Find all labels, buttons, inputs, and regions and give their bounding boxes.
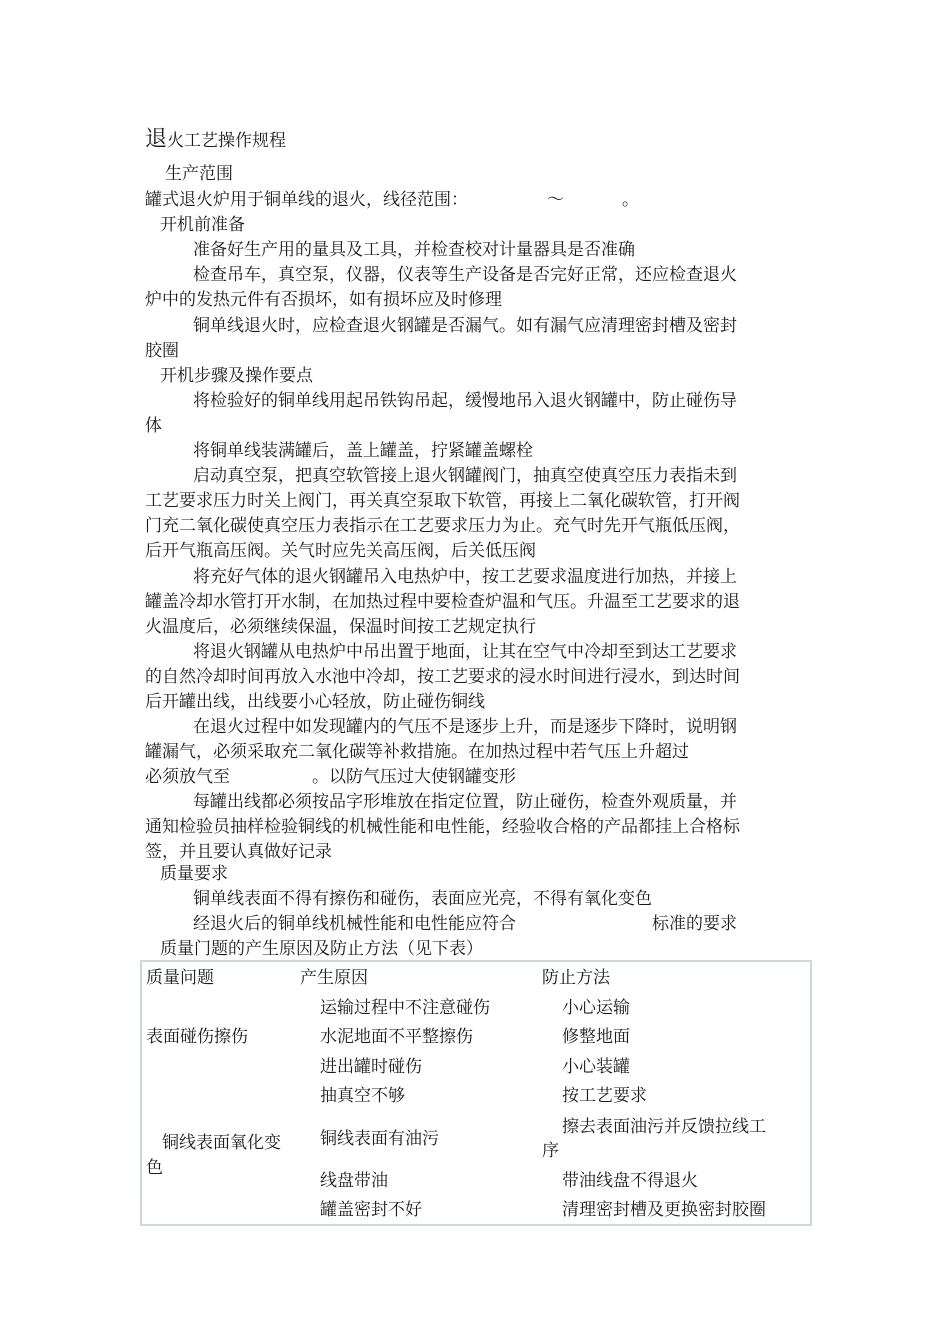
scope-tilde: ～ <box>547 190 564 210</box>
step-f-3b: 。以防气压过大使钢罐变形 <box>312 767 516 787</box>
table-fix: 小心装罐 <box>562 1057 630 1077</box>
title-first-char: 退 <box>145 127 168 152</box>
step-g-3: 签，并且要认真做好记录 <box>145 842 332 862</box>
table-fix: 修整地面 <box>562 1027 630 1047</box>
step-d-2: 罐盖冷却水管打开水制，在加热过程中要检查炉温和气压。升温至工艺要求的退 <box>145 592 740 612</box>
table-cause: 罐盖密封不好 <box>320 1200 422 1220</box>
step-c-1: 启动真空泵，把真空软管接上退火钢罐阀门，抽真空使真空压力表指未到 <box>193 466 737 486</box>
prep-line-2b: 炉中的发热元件有否损坏，如有损坏应及时修理 <box>145 290 502 310</box>
step-a-2: 体 <box>145 416 162 436</box>
prep-line-2a: 检查吊车，真空泵，仪器，仪表等生产设备是否完好正常，还应检查退火 <box>193 265 737 285</box>
step-c-3: 门充二氧化碳使真空压力表指示在工艺要求压力为止。充气时先开气瓶低压阀， <box>145 516 740 536</box>
step-b-1: 将铜单线装满罐后，盖上罐盖，拧紧罐盖螺栓 <box>193 441 533 461</box>
table-fix: 小心运输 <box>562 998 630 1018</box>
quality-line-1: 铜单线表面不得有擦伤和碰伤，表面应光亮，不得有氧化变色 <box>193 889 652 909</box>
step-d-3: 火温度后，必须继续保温，保温时间按工艺规定执行 <box>145 617 536 637</box>
table-header-problem: 质量问题 <box>146 968 214 988</box>
step-c-2: 工艺要求压力时关上阀门，再关真空泵取下软管，再接上二氧化碳软管，打开阀 <box>145 491 740 511</box>
title-rest: 火工艺操作规程 <box>167 131 287 151</box>
step-e-3: 后开罐出线，出线要小心轻放，防止碰伤铜线 <box>145 692 485 712</box>
table-header-fix: 防止方法 <box>542 968 610 988</box>
prep-line-3b: 胶圈 <box>145 341 179 361</box>
quality-table <box>140 960 812 1226</box>
step-d-1: 将充好气体的退火钢罐吊入电热炉中，按工艺要求温度进行加热，并接上 <box>193 567 737 587</box>
prep-line-1: 准备好生产用的量具及工具，并检查校对计量器具是否准确 <box>193 240 635 260</box>
table-fix-a: 擦去表面油污并反馈拉线工 <box>562 1117 766 1137</box>
page-title <box>145 126 286 155</box>
table-problem-abrasion: 表面碰伤擦伤 <box>146 1027 248 1047</box>
table-cause: 水泥地面不平整擦伤 <box>320 1027 473 1047</box>
table-header-cause: 产生原因 <box>300 968 368 988</box>
table-cause: 进出罐时碰伤 <box>320 1057 422 1077</box>
table-cause: 铜线表面有油污 <box>320 1129 439 1149</box>
step-e-2: 的自然冷却时间再放入水池中冷却，按工艺要求的浸水时间进行浸水，到达时间 <box>145 667 740 687</box>
table-problem-oxidation-a: 铜线表面氧化变 <box>162 1133 281 1153</box>
step-f-3a: 必须放气至 <box>145 767 230 787</box>
step-g-2: 通知检验员抽样检验铜线的机械性能和电性能，经验收合格的产品都挂上合格标 <box>145 817 740 837</box>
section-heading-prep: 开机前准备 <box>160 215 245 235</box>
scope-text <box>145 188 468 212</box>
section-heading-steps: 开机步骤及操作要点 <box>160 366 313 386</box>
step-c-4: 后开气瓶高压阀。关气时应先关高压阀，后关低压阀 <box>145 541 536 561</box>
section-heading-scope: 生产范围 <box>165 164 233 184</box>
table-cause: 运输过程中不注意碰伤 <box>320 998 490 1018</box>
step-g-1: 每罐出线都必须按品字形堆放在指定位置，防止碰伤，检查外观质量，并 <box>193 792 737 812</box>
quality-line-2a: 经退火后的铜单线机械性能和电性能应符合 <box>193 914 516 934</box>
section-heading-quality: 质量要求 <box>160 864 228 884</box>
step-f-2: 罐漏气，必须采取充二氧化碳等补救措施。在加热过程中若气压上升超过 <box>145 742 689 762</box>
step-e-1: 将退火钢罐从电热炉中吊出置于地面，让其在空气中冷却至到达工艺要求 <box>193 642 737 662</box>
scope-text-a: 罐式退火炉用于铜单线的退火，线径范围： <box>145 190 468 210</box>
table-fix-b: 序 <box>542 1141 559 1161</box>
prep-line-3a: 铜单线退火时，应检查退火钢罐是否漏气。如有漏气应清理密封槽及密封 <box>193 316 737 336</box>
step-a-1: 将检验好的铜单线用起吊铁钩吊起，缓慢地吊入退火钢罐中，防止碰伤导 <box>193 391 737 411</box>
table-fix: 按工艺要求 <box>562 1086 647 1106</box>
table-cause: 线盘带油 <box>320 1171 388 1191</box>
table-problem-oxidation-b: 色 <box>146 1158 163 1178</box>
step-f-1: 在退火过程中如发现罐内的气压不是逐步上升，而是逐步下降时，说明钢 <box>193 717 737 737</box>
table-fix: 带油线盘不得退火 <box>562 1171 698 1191</box>
quality-line-2b: 标准的要求 <box>652 914 737 934</box>
section-heading-table: 质量门题的产生原因及防止方法（见下表） <box>160 939 483 959</box>
table-fix: 清理密封槽及更换密封胶圈 <box>562 1200 766 1220</box>
table-cause: 抽真空不够 <box>320 1086 405 1106</box>
scope-period: 。 <box>622 190 639 210</box>
